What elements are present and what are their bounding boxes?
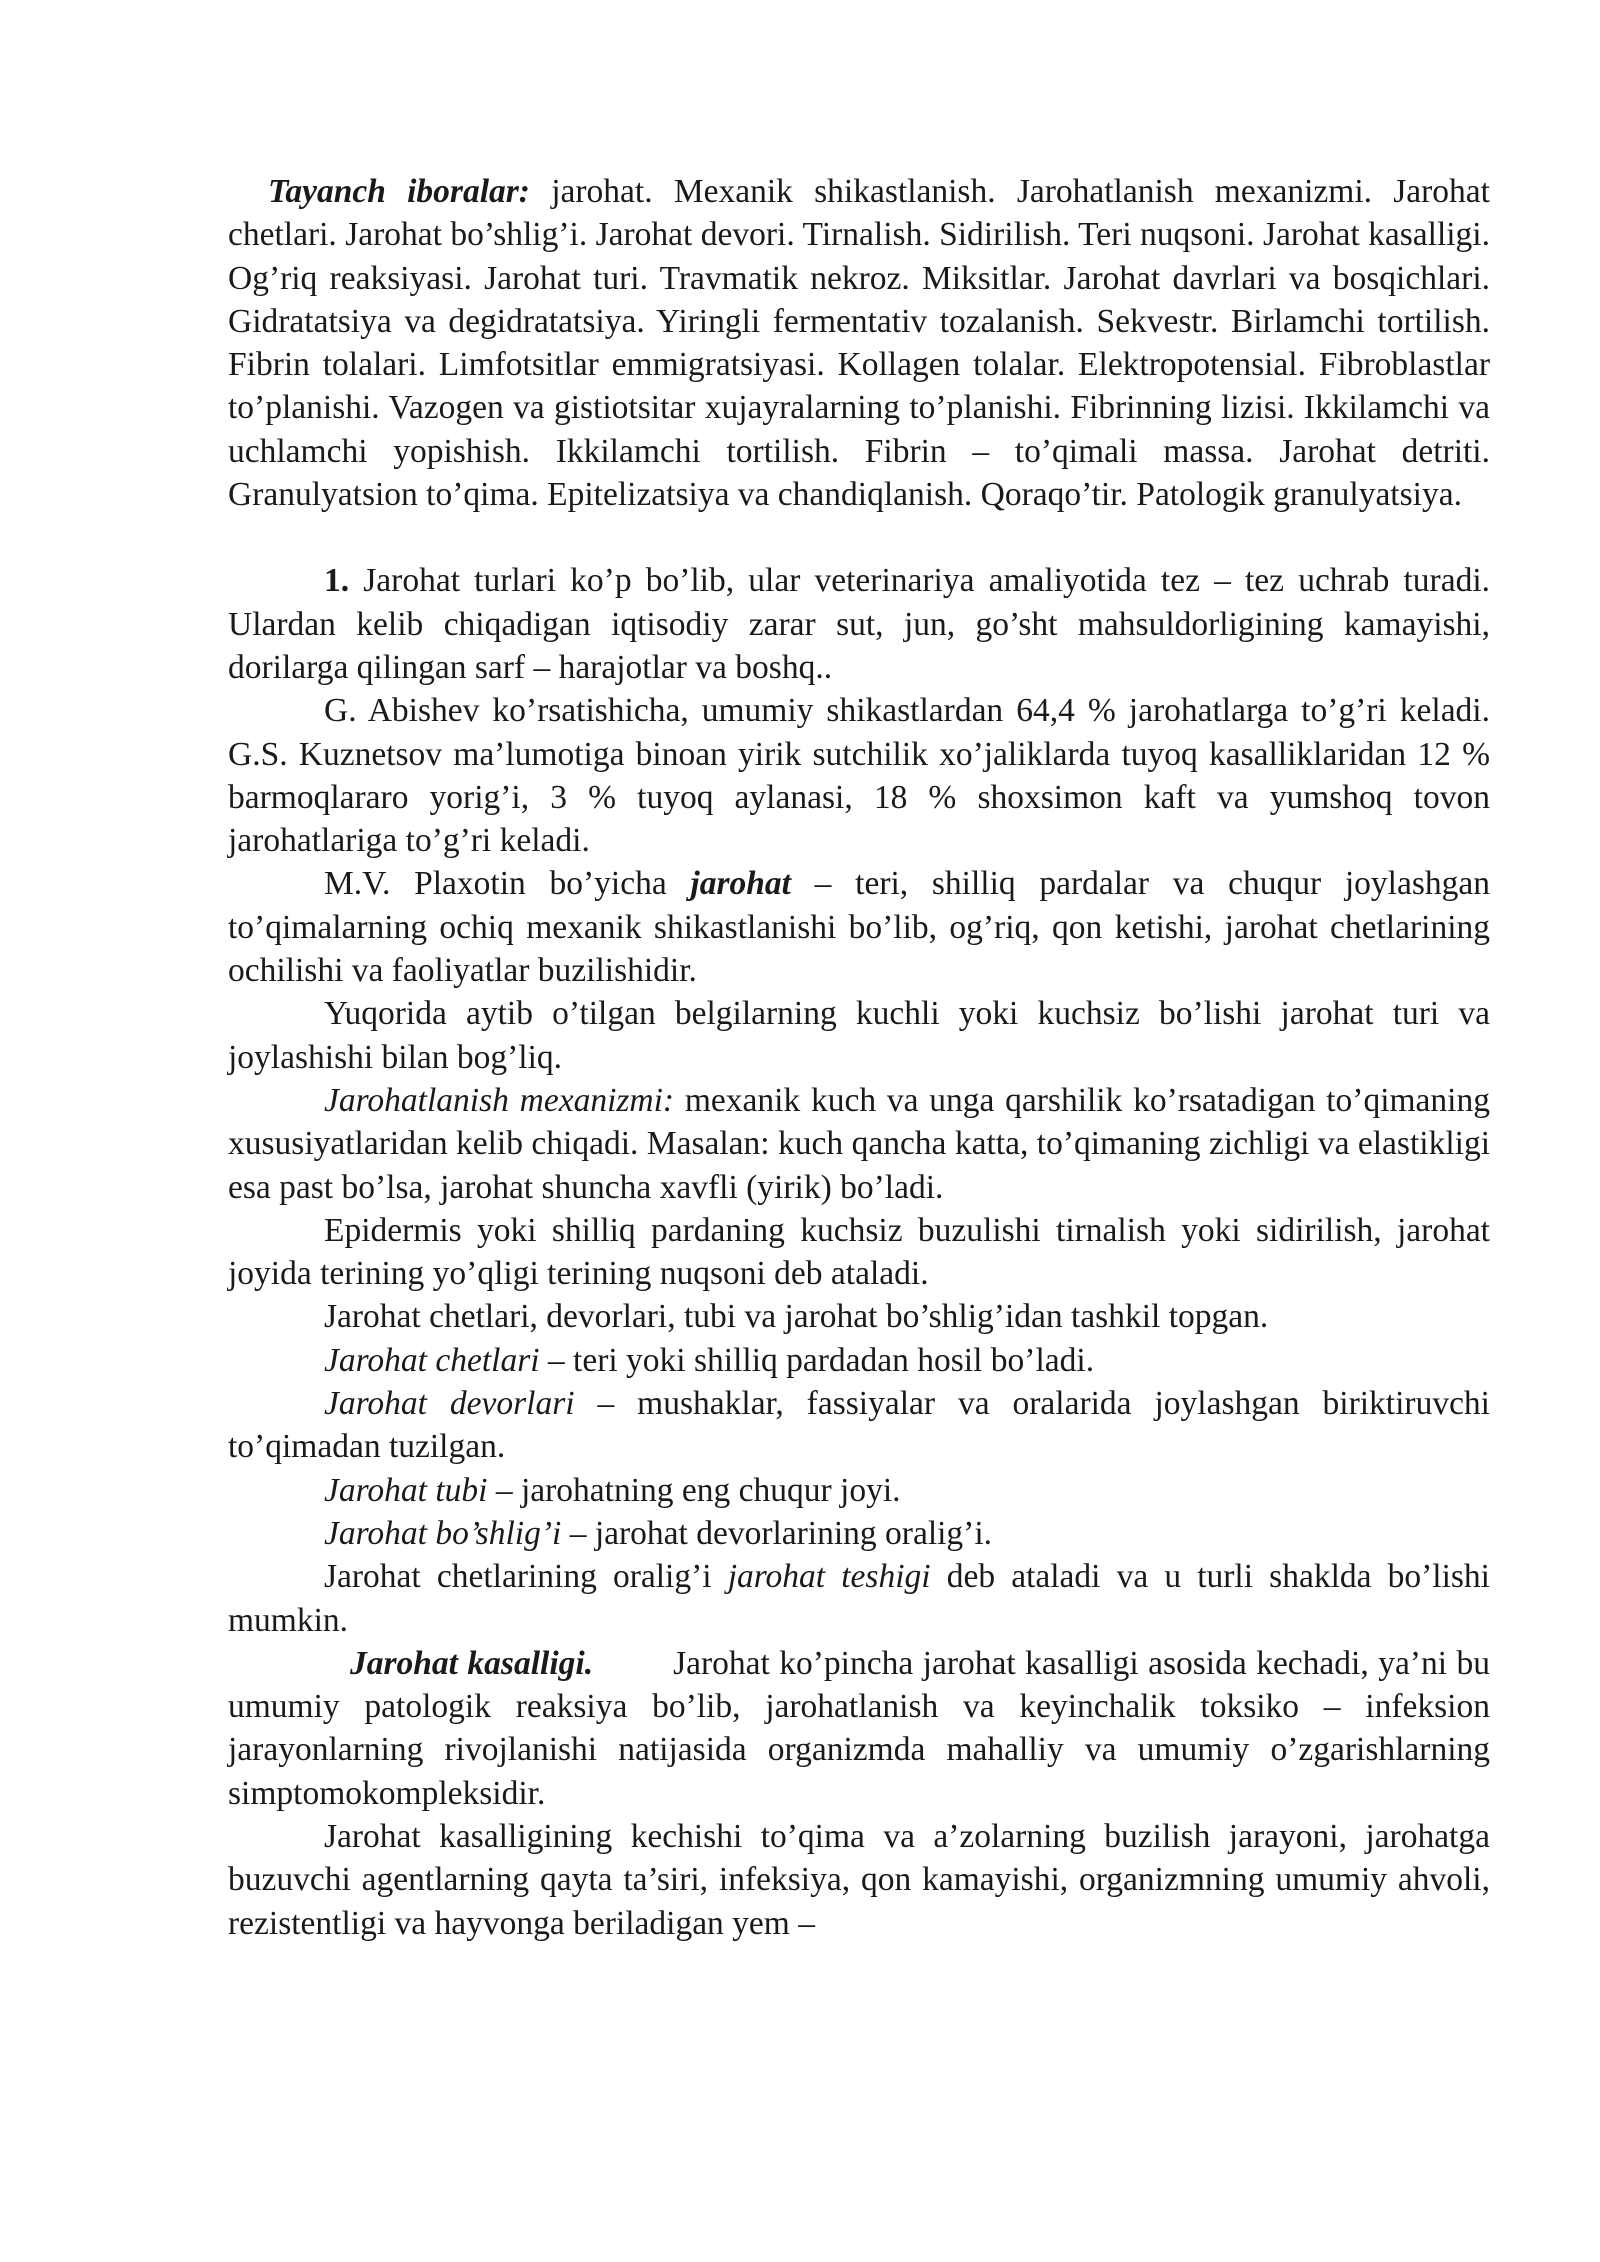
teshigi-paragraph [228, 1555, 1490, 1642]
kasallik-heading: Jarohat kasalligi. [350, 1644, 594, 1682]
plaxotin-paragraph [228, 862, 1490, 992]
jarohat-term: jarohat [690, 865, 791, 903]
teshigi-term: jarohat teshigi [727, 1558, 931, 1596]
kechishi-paragraph: Jarohat kasalligining kechishi to’qima va a’zolarning buzilish jarayoni, jarohatga buzuvchi agentlarning qayta ta’siri, infeksiya, qon kamayishi, organizmning umumiy ahvoli, rezistentligi va hayvonga beriladigan yem – [228, 1817, 1490, 1942]
section-1-paragraph [228, 559, 1490, 689]
chetlari-paragraph [228, 1339, 1490, 1382]
chetlari-term: Jarohat chetlari [324, 1341, 540, 1379]
yuqorida-paragraph: Yuqorida aytib o’tilgan belgilarning kuchli yoki kuchsiz bo’lishi jarohat turi va joylashishi bilan bog’liq. [228, 995, 1490, 1076]
boshligi-paragraph [228, 1512, 1490, 1555]
mexanizm-paragraph [228, 1079, 1490, 1209]
tubi-term: Jarohat tubi [324, 1471, 488, 1509]
kasallik-text: Jarohat ko’pincha jarohat kasalligi asosida kechadi, ya’ni bu umumiy patologik reaksiya bo’lib, jarohatlanish va keyinchalik toksiko – infeksion jarayonlarning rivojlanishi natijasida organizmda mahalliy va umumiy o’zgarishlarning simptomokompleksidir. [228, 1644, 1490, 1812]
keywords-label: Tayanch iboralar: [268, 173, 530, 210]
section-number: 1. [324, 562, 350, 600]
plaxotin-after: – teri, shilliq pardalar va chuqur joylashgan to’qimalarning ochiq mexanik shikastlanishi bo’lib, og’riq, qon ketishi, jarohat chetlarining ochilishi va faoliyatlar buzilishidir. [228, 865, 1490, 990]
devorlari-paragraph [228, 1382, 1490, 1469]
keywords-paragraph [228, 170, 1490, 516]
section-1-text: Jarohat turlari ko’p bo’lib, ular veterinariya amaliyotida tez – tez uchrab turadi. Ulardan kelib chiqadigan iqtisodiy zarar sut, jun, go’sht mahsuldorligining kamayishi, dorilarga qilingan sarf – harajotlar va boshq.. [228, 562, 1490, 686]
mexanizm-text: mexanik kuch va unga qarshilik ko’rsatadigan to’qimaning xususiyatlaridan kelib chiqadi. Masalan: kuch qancha katta, to’qimaning zichligi va elastikligi esa past bo’lsa, jarohat shuncha xavfli (yirik) bo’ladi. [228, 1081, 1490, 1206]
devorlari-term: Jarohat devorlari [324, 1385, 575, 1423]
chetlari-text: – teri yoki shilliq pardadan hosil bo’ladi. [539, 1341, 1095, 1379]
tarkib-paragraph: Jarohat chetlari, devorlari, tubi va jarohat bo’shlig’idan tashkil topgan. [324, 1298, 1269, 1336]
epidermis-paragraph: Epidermis yoki shilliq pardaning kuchsiz buzulishi tirnalish yoki sidirilish, jarohat joyida terining yo’qligi terining nuqsoni deb ataladi. [228, 1211, 1490, 1293]
kasallik-paragraph [228, 1642, 1490, 1815]
tubi-paragraph [228, 1469, 1490, 1512]
abishev-paragraph: G. Abishev ko’rsatishicha, umumiy shikastlardan 64,4 % jarohatlarga to’g’ri keladi. G.S. Kuznetsov ma’lumotiga binoan yirik sutchilik xo’jaliklarda tuyoq kasalliklaridan 12 % barmoqlararo yorig’i, 3 % tuyoq aylanasi, 18 % shoxsimon kaft va yumshoq tovon jarohatlariga to’g’ri keladi. [228, 692, 1490, 860]
devorlari-text: – mushaklar, fassiyalar va oralarida joylashgan biriktiruvchi to’qimadan tuzilgan. [228, 1385, 1490, 1466]
plaxotin-before: M.V. Plaxotin bo’yicha [324, 865, 691, 903]
tubi-text: – jarohatning eng chuqur joyi. [487, 1471, 901, 1509]
mexanizm-term: Jarohatlanish mexanizmi: [324, 1081, 675, 1119]
teshigi-before: Jarohat chetlarining oralig’i [324, 1558, 728, 1596]
teshigi-after: deb ataladi va u turli shaklda bo’lishi mumkin. [228, 1558, 1490, 1639]
boshligi-term: Jarohat bo’shlig’i [324, 1514, 562, 1552]
document-page [228, 170, 1490, 1945]
boshligi-text: – jarohat devorlarining oralig’i. [561, 1514, 993, 1552]
keywords-text: jarohat. Mexanik shikastlanish. Jarohatlanish mexanizmi. Jarohat chetlari. Jarohat bo’shlig’i. Jarohat devori. Tirnalish. Sidirilish. Teri nuqsoni. Jarohat kasalligi. Og’riq reaksiyasi. Jarohat turi. Travmatik nekroz. Miksitlar. Jarohat davrlari va bosqichlari. Gidratatsiya va degidratatsiya. Yiringli fermentativ tozalanish. Sekvestr. Birlamchi tortilish. Fibrin tolalari. Limfotsitlar emmigratsiyasi. Kollagen tolalar. Elektropotensial. Fibroblastlar to’planishi. Vazogen va gistiotsitar xujayralarning to’planishi. Fibrinning lizisi. Ikkilamchi va uchlamchi yopishish. Ikkilamchi tortilish. Fibrin – to’qimali massa. Jarohat detriti. Granulyatsion to’qima. Epitelizatsiya va chandiqlanish. Qoraqo’tir. Patologik granulyatsiya. [228, 173, 1490, 514]
